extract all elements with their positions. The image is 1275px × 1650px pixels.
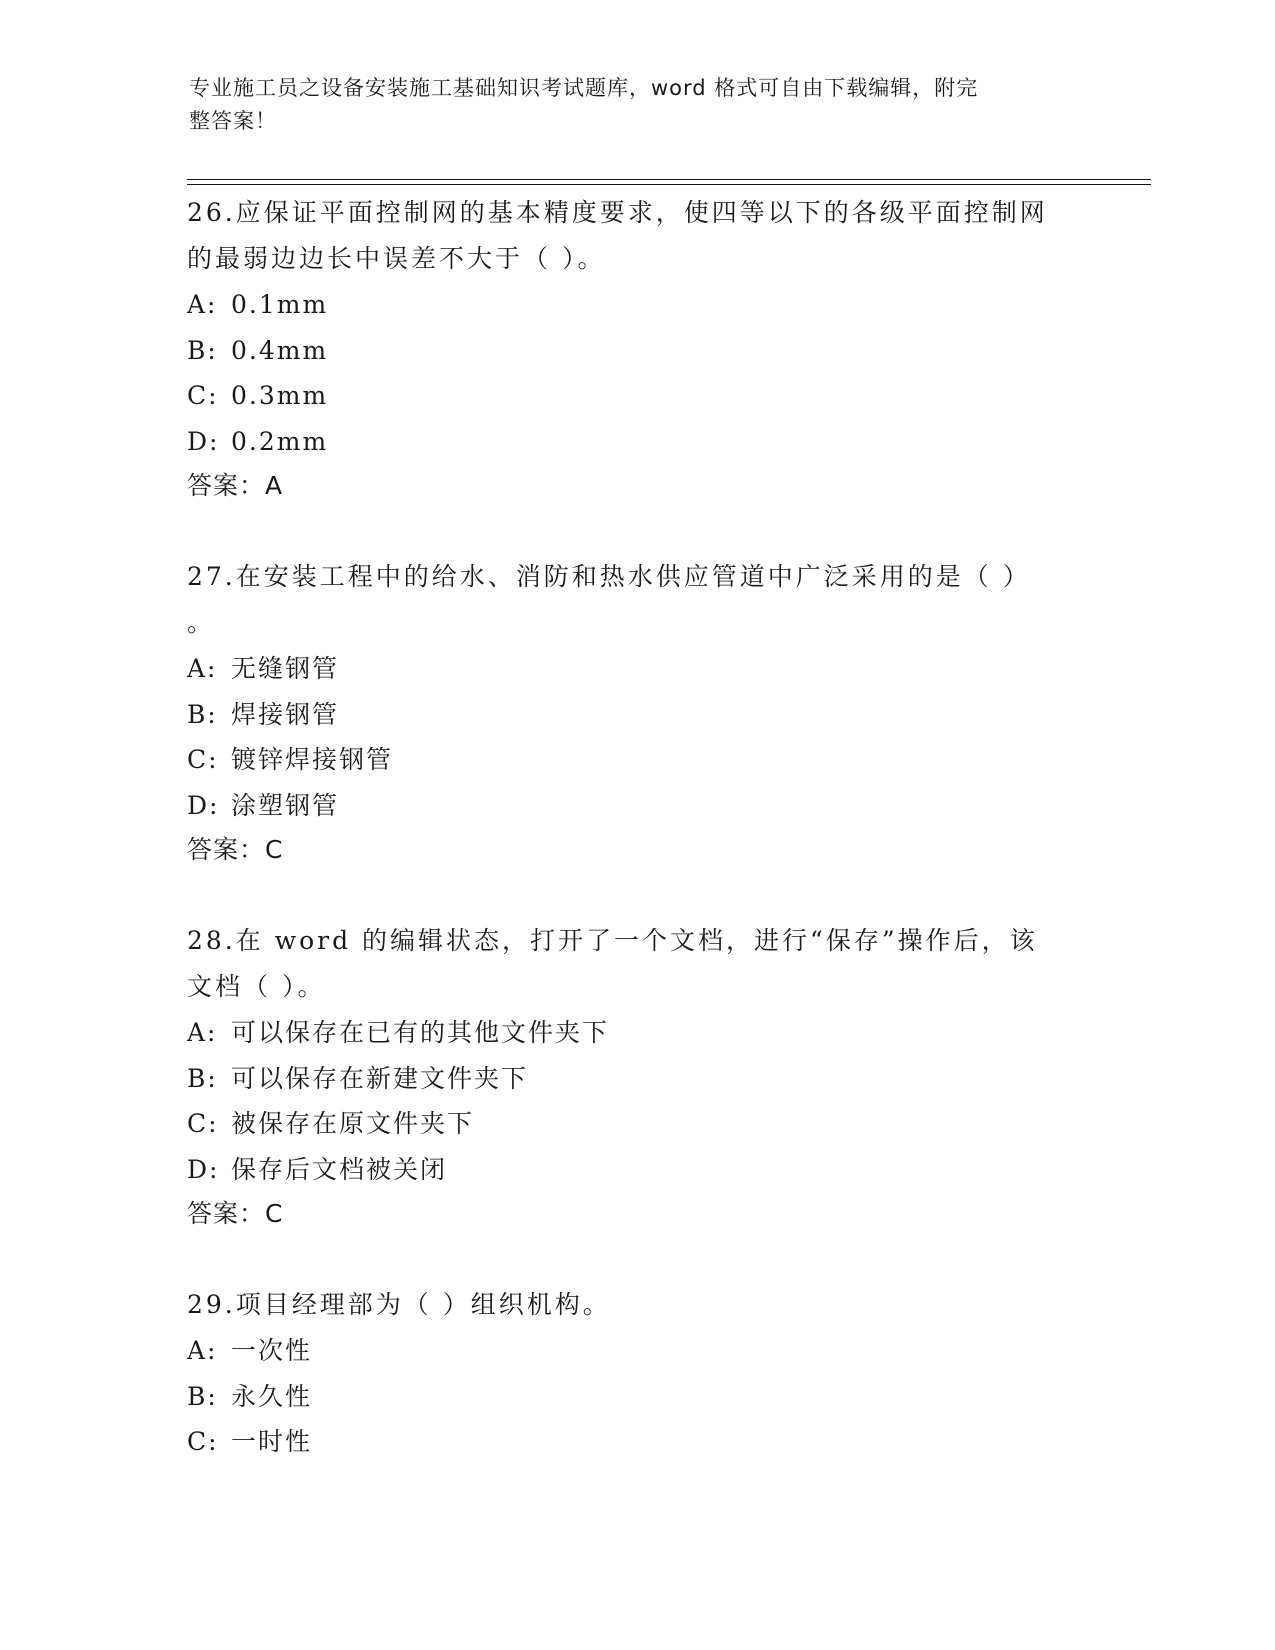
option-text: 0.4mm: [231, 335, 329, 365]
option-letter: D:: [187, 426, 220, 456]
question-stem: 27.在安装工程中的给水、消防和热水供应管道中广泛采用的是（ ）: [187, 562, 1031, 591]
option-text: 0.2mm: [231, 426, 329, 456]
question-stem: 28.在 word 的编辑状态，打开了一个文档，进行“保存”操作后，该: [187, 926, 1038, 955]
option-letter: B:: [187, 1063, 218, 1093]
option-letter: A:: [187, 654, 218, 683]
option-text: 镀锌焊接钢管: [231, 745, 394, 774]
option-item: [187, 1056, 1087, 1102]
option-text: 永久性: [231, 1381, 313, 1411]
question-item: [187, 1282, 1087, 1465]
option-letter: C:: [187, 381, 219, 410]
option-text: 涂塑钢管: [231, 790, 340, 820]
option-letter: A:: [187, 1018, 218, 1047]
option-text: 0.3mm: [231, 381, 329, 410]
option-item: [187, 646, 1087, 692]
header-line: 整答案！: [189, 109, 277, 133]
option-item: [187, 1328, 1087, 1374]
question-stem: 文档（ ）。: [187, 972, 326, 1001]
option-text: 可以保存在新建文件夹下: [231, 1063, 529, 1093]
option-letter: C:: [187, 1427, 219, 1456]
option-text: 被保存在原文件夹下: [231, 1109, 475, 1138]
question-item: [187, 190, 1087, 508]
option-letter: B:: [187, 1381, 218, 1411]
option-letter: C:: [187, 1109, 219, 1138]
option-item: [187, 1101, 1087, 1147]
option-item: [187, 328, 1087, 374]
question-stem: 26.应保证平面控制网的基本精度要求，使四等以下的各级平面控制网: [187, 198, 1048, 227]
option-text: 0.1mm: [231, 290, 329, 319]
question-stem: 29.项目经理部为（ ）组织机构。: [187, 1290, 611, 1319]
option-item: [187, 783, 1087, 829]
header-divider: [187, 179, 1151, 180]
question-item: [187, 918, 1087, 1236]
answer-line: 答案：C: [187, 835, 284, 864]
option-text: 一次性: [231, 1336, 313, 1365]
option-item: [187, 282, 1087, 328]
option-text: 无缝钢管: [231, 654, 340, 683]
option-text: 一时性: [231, 1427, 313, 1456]
option-item: [187, 1147, 1087, 1193]
question-list: [187, 190, 1087, 1511]
option-letter: D:: [187, 1154, 220, 1184]
question-item: [187, 554, 1087, 872]
option-item: [187, 419, 1087, 465]
option-text: 保存后文档被关闭: [231, 1154, 448, 1184]
header-line: 专业施工员之设备安装施工基础知识考试题库，word 格式可自由下载编辑，附完: [189, 76, 979, 100]
option-item: [187, 692, 1087, 738]
header-divider: [187, 184, 1151, 185]
option-letter: C:: [187, 745, 219, 774]
answer-line: 答案：A: [187, 471, 284, 500]
document-header: [189, 72, 1079, 138]
option-letter: B:: [187, 335, 218, 365]
option-letter: D:: [187, 790, 220, 820]
question-stem: 的最弱边边长中误差不大于（ ）。: [187, 244, 606, 273]
option-letter: A:: [187, 1336, 218, 1365]
option-item: [187, 737, 1087, 783]
question-stem: 。: [187, 608, 216, 637]
option-text: 可以保存在已有的其他文件夹下: [231, 1018, 610, 1047]
option-item: [187, 1374, 1087, 1420]
option-text: 焊接钢管: [231, 699, 340, 729]
option-item: [187, 1010, 1087, 1056]
answer-line: 答案：C: [187, 1199, 284, 1228]
option-letter: A:: [187, 290, 218, 319]
option-letter: B:: [187, 699, 218, 729]
option-item: [187, 1419, 1087, 1465]
option-item: [187, 373, 1087, 419]
